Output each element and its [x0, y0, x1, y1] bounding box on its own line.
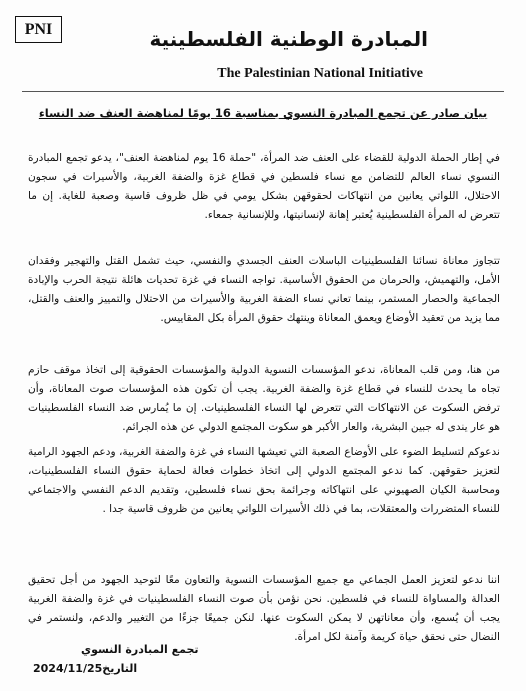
signature-date: التاريخ2024/11/25	[33, 662, 138, 675]
organization-name-english: The Palestinian National Initiative	[217, 66, 423, 81]
statement-title: بيان صادر عن تجمع المبادرة النسوي بمناسبة 16 يومًا لمناهضة العنف ضد النساء	[38, 106, 488, 120]
paragraph-4: ندعوكم لتسليط الضوء على الأوضاع الصعبة التي تعيشها النساء في غزة والضفة الغربية، ودعم الجهود الرامية لتعزيز حقوقهن. كما ندعو المجتمع الدولي إلى اتخاذ خطوات فعالة لحماية حقوق النساء الفلسطينيات، ومحاسبة الكيان الصهيوني على انتهاكاته وجرائمة بحق نساء فلسطين، وتقديم الدعم النفسي والاجتماعي للنساء المتضررات والمعتقلات، بما في ذلك الأسيرات اللواتي يعانين من ظروف قاسية جدا .	[28, 446, 500, 515]
signature-name: تجمع المبادرة النسوي	[81, 643, 199, 656]
paragraph-5: اننا ندعو لتعزيز العمل الجماعي مع جميع المؤسسات النسوية والتعاون معًا لتوحيد الجهود من أجل تحقيق العدالة والمساواة للنساء في فلسطين. نحن نؤمن بأن صوت النساء الفلسطينيات في غزة والضفة الغربية يجب أن يُسمع، وأن معاناتهن لا يمكن السكوت عنها. لنكن جميعًا جزءًا من التغيير والدعم، ولنستمر في النضال حتى نحقق حياة كريمة وآمنة لكل امرأة.	[28, 574, 500, 643]
pni-logo	[15, 16, 62, 43]
paragraph-3: من هنا، ومن قلب المعاناة، ندعو المؤسسات النسوية الدولية والمؤسسات الحقوقية إلى اتخاذ موقف حازم تجاه ما يحدث للنساء في قطاع غزة والضفة الغربية. يجب أن تكون هذه المؤسسات صوت المعاناة، وأن ترفض السكوت عن الانتهاكات التي تتعرض لها النساء الفلسطينيات. إن ما يُمارس ضد النساء الفلسطينيات هو عار يندى له جبين البشرية، والعار الأكبر هو سكوت المجتمع الدولي عن هذه الجرائم.	[28, 364, 500, 433]
header-divider	[22, 91, 504, 92]
paragraph-1: في إطار الحملة الدولية للقضاء على العنف ضد المرأة، "حملة 16 يوم لمناهضة العنف"، يدعو تجمع المبادرة النسوي نساء العالم للتضامن مع نساء فلسطين في قطاع غزة والضفة الغربية، والأسيرات في سجون الاحتلال، اللواتي يعانين من انتهاكات لحقوقهن بشكل يومي في ظل ظروف قاسية وصعبة للغاية. إن ما تتعرض له المرأة الفلسطينية يُعتبر إهانة لإنسانيتها، وللإنسانية جمعاء.	[28, 152, 500, 221]
paragraph-2: تتجاوز معاناة نسائنا الفلسطينيات الباسلات العنف الجسدي والنفسي، حيث تشمل القتل والتهجير وفقدان الأمل، والتهميش، والحرمان من الحقوق الأساسية. تواجه النساء في غزة تحديات هائلة نتيجة الحرب والإبادة الجماعية والحصار المستمر، بينما تعاني نساء الضفة الغربية والأسيرات من الاحتلال والتمييز والعنف والقتل، مما يزيد من تعقيد الأوضاع ويعمق المعاناة وينتهك حقوق المرأة بكل المقاييس.	[28, 255, 500, 324]
organization-name-arabic: المبادرة الوطنية الفلسطينية	[149, 27, 428, 51]
logo-text: PNI	[24, 20, 53, 38]
